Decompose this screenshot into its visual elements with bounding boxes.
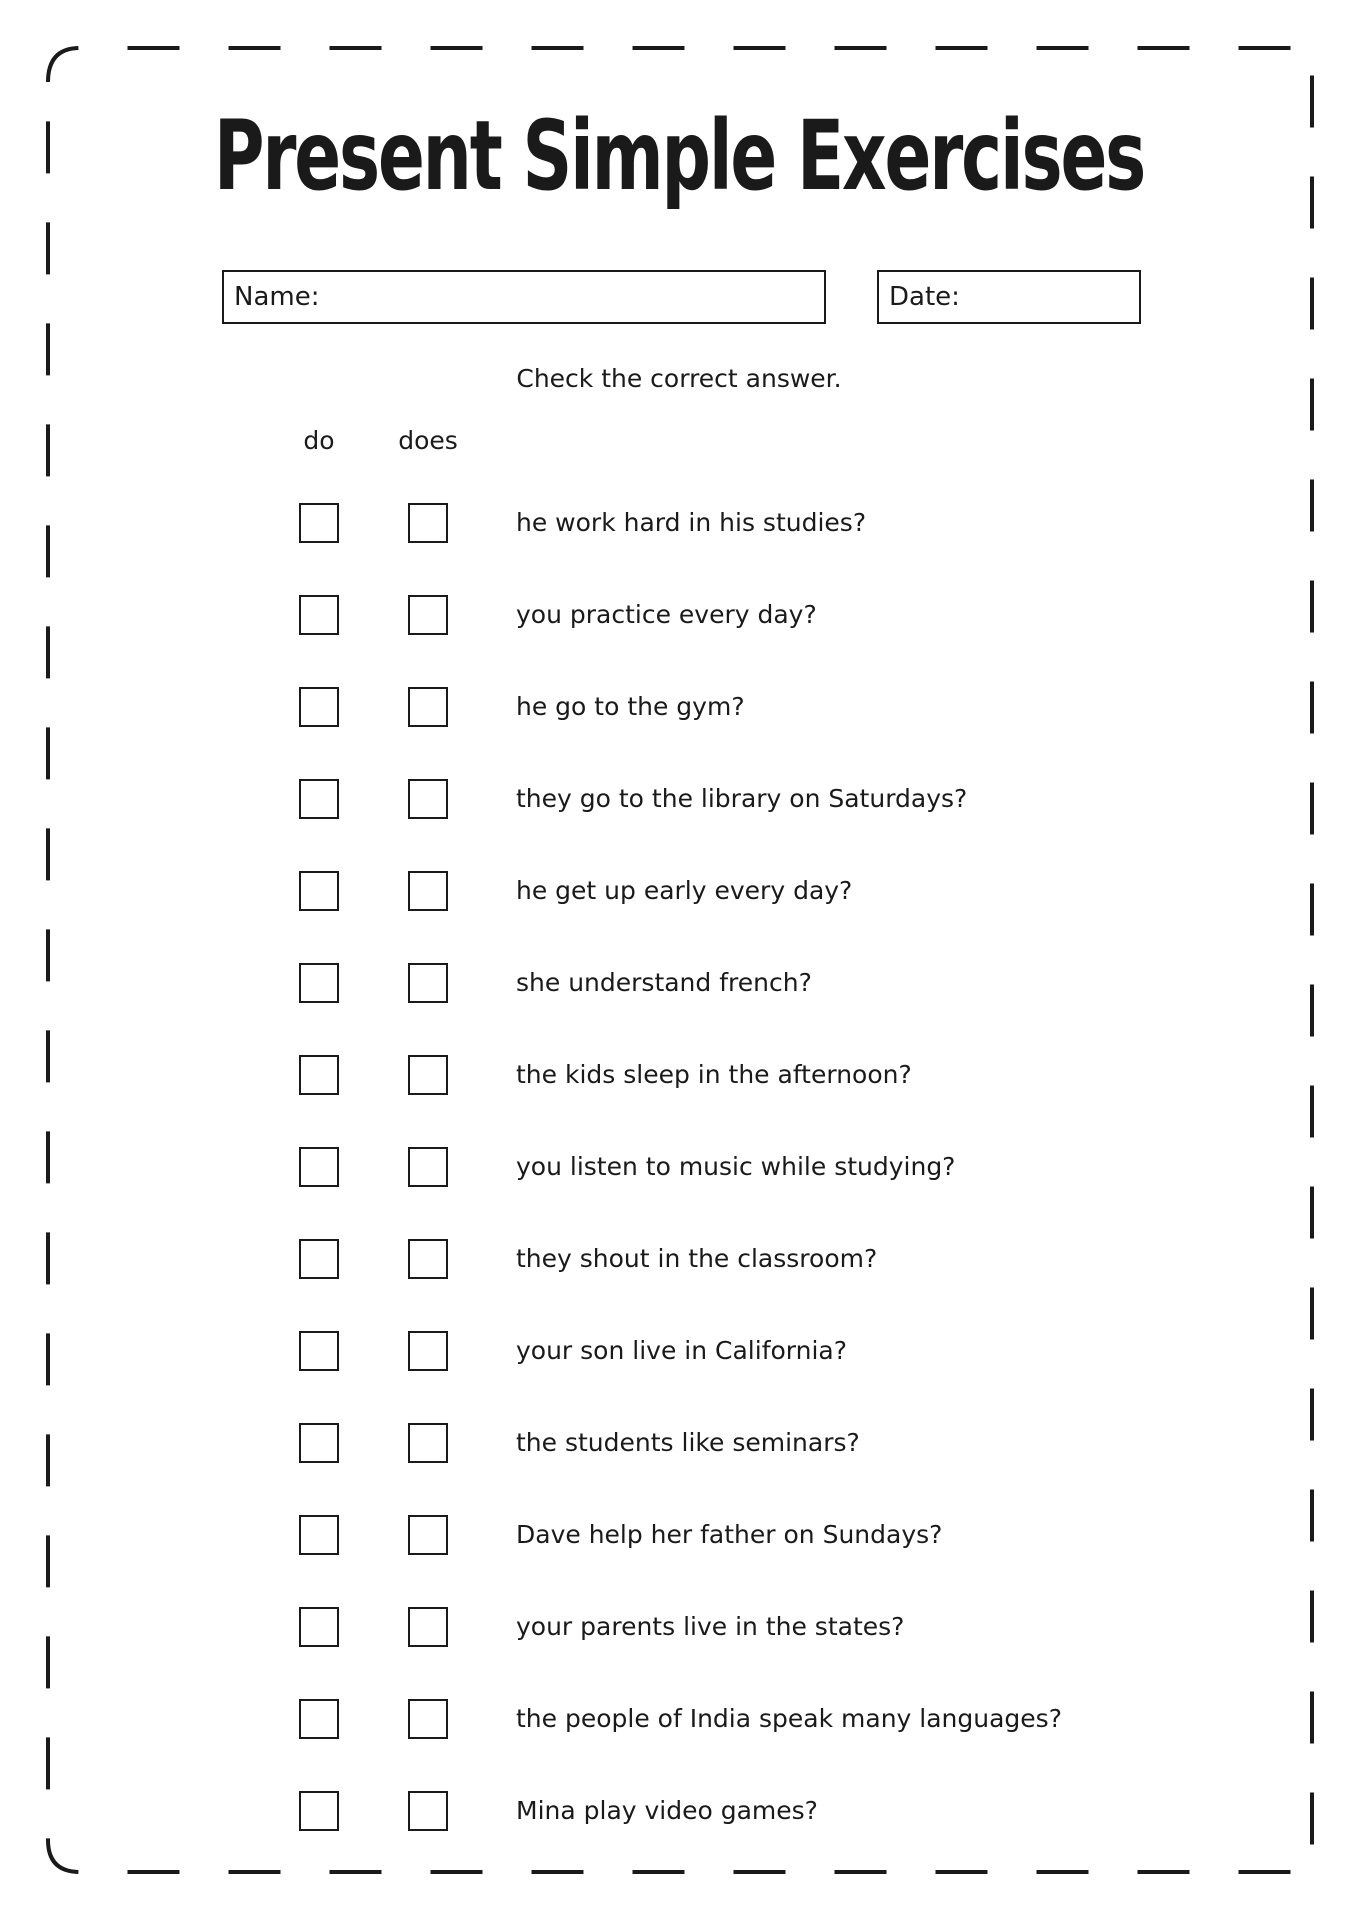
instruction-text: Check the correct answer.: [516, 364, 842, 393]
question-row: [0, 871, 1358, 911]
question-row: [0, 1423, 1358, 1463]
name-label: Name:: [234, 282, 320, 312]
do-checkbox[interactable]: [299, 779, 339, 819]
do-checkbox[interactable]: [299, 1239, 339, 1279]
do-checkbox[interactable]: [299, 963, 339, 1003]
does-checkbox[interactable]: [408, 1515, 448, 1555]
question-row: [0, 1055, 1358, 1095]
do-checkbox[interactable]: [299, 1607, 339, 1647]
do-checkbox[interactable]: [299, 687, 339, 727]
question-text: they go to the library on Saturdays?: [516, 784, 968, 813]
question-text: the people of India speak many languages?: [516, 1704, 1062, 1733]
question-row: [0, 595, 1358, 635]
question-text: he work hard in his studies?: [516, 508, 867, 537]
question-text: your parents live in the states?: [516, 1612, 905, 1641]
does-checkbox[interactable]: [408, 1699, 448, 1739]
question-text: they shout in the classroom?: [516, 1244, 878, 1273]
do-checkbox[interactable]: [299, 871, 339, 911]
does-checkbox[interactable]: [408, 595, 448, 635]
do-checkbox[interactable]: [299, 1699, 339, 1739]
date-label: Date:: [889, 282, 960, 312]
question-row: [0, 687, 1358, 727]
question-text: your son live in California?: [516, 1336, 848, 1365]
page-title: Present Simple Exercises: [213, 100, 1145, 212]
does-checkbox[interactable]: [408, 779, 448, 819]
does-checkbox[interactable]: [408, 871, 448, 911]
question-row: [0, 1791, 1358, 1831]
question-text: Mina play video games?: [516, 1796, 818, 1825]
question-text: you practice every day?: [516, 600, 817, 629]
does-checkbox[interactable]: [408, 963, 448, 1003]
do-checkbox[interactable]: [299, 1055, 339, 1095]
do-checkbox[interactable]: [299, 595, 339, 635]
do-checkbox[interactable]: [299, 503, 339, 543]
does-checkbox[interactable]: [408, 1423, 448, 1463]
do-checkbox[interactable]: [299, 1423, 339, 1463]
does-checkbox[interactable]: [408, 1239, 448, 1279]
question-text: she understand french?: [516, 968, 812, 997]
does-checkbox[interactable]: [408, 1791, 448, 1831]
question-row: [0, 1607, 1358, 1647]
does-checkbox[interactable]: [408, 503, 448, 543]
question-row: [0, 963, 1358, 1003]
question-text: the kids sleep in the afternoon?: [516, 1060, 912, 1089]
does-checkbox[interactable]: [408, 1331, 448, 1371]
question-row: [0, 1699, 1358, 1739]
question-row: [0, 1147, 1358, 1187]
question-text: you listen to music while studying?: [516, 1152, 956, 1181]
do-checkbox[interactable]: [299, 1331, 339, 1371]
date-field[interactable]: [877, 270, 1141, 324]
name-field[interactable]: [222, 270, 826, 324]
question-text: Dave help her father on Sundays?: [516, 1520, 943, 1549]
question-text: he get up early every day?: [516, 876, 853, 905]
do-checkbox[interactable]: [299, 1515, 339, 1555]
does-checkbox[interactable]: [408, 1147, 448, 1187]
does-checkbox[interactable]: [408, 687, 448, 727]
does-checkbox[interactable]: [408, 1607, 448, 1647]
does-checkbox[interactable]: [408, 1055, 448, 1095]
do-checkbox[interactable]: [299, 1791, 339, 1831]
do-checkbox[interactable]: [299, 1147, 339, 1187]
question-row: [0, 503, 1358, 543]
question-row: [0, 1331, 1358, 1371]
question-row: [0, 779, 1358, 819]
question-row: [0, 1239, 1358, 1279]
question-text: the students like seminars?: [516, 1428, 860, 1457]
question-row: [0, 1515, 1358, 1555]
question-text: he go to the gym?: [516, 692, 745, 721]
column-header-do: do: [303, 426, 335, 455]
column-header-does: does: [398, 426, 458, 455]
